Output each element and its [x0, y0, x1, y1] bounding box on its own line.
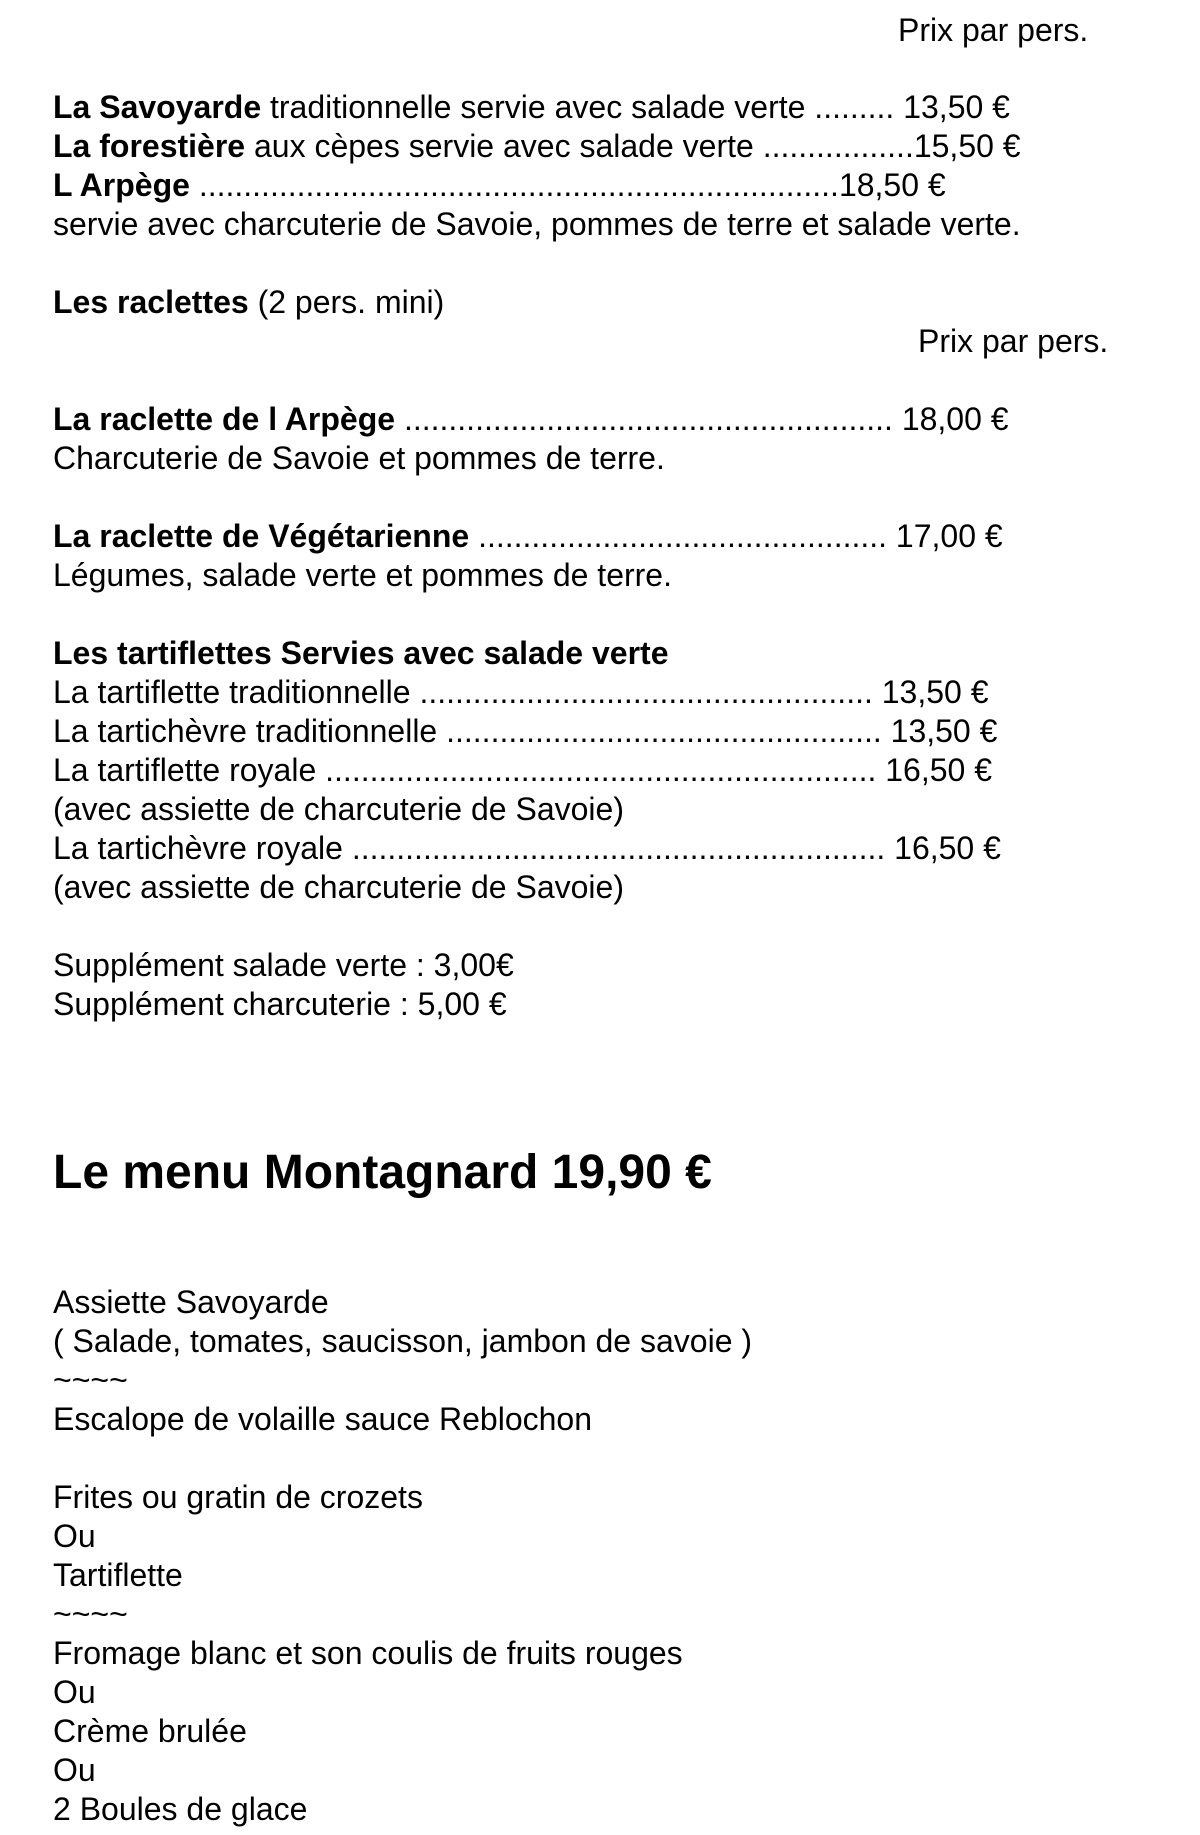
supplement-salade: Supplément salade verte : 3,00€	[53, 947, 514, 983]
item-name: La tartichèvre royale	[53, 830, 343, 866]
menu-line: ( Salade, tomates, saucisson, jambon de savoie )	[53, 1323, 753, 1359]
item-description: Légumes, salade verte et pommes de terre.	[53, 557, 672, 593]
menu-item-arpege	[53, 166, 946, 205]
supplement-charcuterie: Supplément charcuterie : 5,00 €	[53, 986, 507, 1022]
item-price: 18,00 €	[892, 401, 1009, 437]
dot-leader: .......................................................	[395, 401, 893, 437]
menu-item-tartiflette-royale	[53, 751, 992, 790]
menu-line: Crème brulée	[53, 1713, 247, 1749]
dot-leader: .........	[805, 89, 895, 125]
item-price: 13,50 €	[872, 674, 989, 710]
item-desc: aux cèpes servie avec salade verte	[245, 128, 754, 164]
menu-item-raclette-arpege	[53, 400, 1009, 439]
item-name: La raclette de l Arpège	[53, 401, 396, 437]
tartiflettes-heading: Les tartiflettes Servies avec salade verte	[53, 635, 669, 671]
section-heading: Les raclettes	[53, 284, 249, 320]
menu-item-tartiflette-traditionnelle	[53, 673, 989, 712]
item-description: Charcuterie de Savoie et pommes de terre.	[53, 440, 665, 476]
dot-leader: ..............................................	[469, 518, 888, 554]
menu-line: Assiette Savoyarde	[53, 1284, 329, 1320]
dot-leader: ............................................................	[342, 830, 886, 866]
menu-item-forestiere	[53, 127, 1021, 166]
item-note: (avec assiette de charcuterie de Savoie)	[53, 869, 624, 905]
dot-leader: ........................................................................	[189, 167, 839, 203]
item-price: 16,50 €	[876, 752, 993, 788]
item-name: La Savoyarde	[53, 89, 262, 125]
item-name: La tartiflette royale	[53, 752, 317, 788]
item-price: 17,00 €	[887, 518, 1003, 554]
menu-item-savoyarde	[53, 88, 1010, 127]
menu-item-raclette-vegetarienne	[53, 517, 1003, 556]
menu-line: 2 Boules de glace	[53, 1791, 308, 1827]
item-price: 13,50 €	[894, 89, 1010, 125]
menu-line: Ou	[53, 1518, 96, 1554]
menu-separator: ~~~~	[53, 1596, 128, 1632]
item-desc: traditionnelle servie avec salade verte	[261, 89, 806, 125]
price-per-person-label-raclettes: Prix par pers.	[918, 323, 1109, 359]
dot-leader: .................	[753, 128, 914, 164]
menu-line: Fromage blanc et son coulis de fruits rouges	[53, 1635, 683, 1671]
menu-line: Tartiflette	[53, 1557, 183, 1593]
menu-line: Escalope de volaille sauce Reblochon	[53, 1401, 593, 1437]
item-name: La raclette de Végétarienne	[53, 518, 470, 554]
menu-item-tartichevre-traditionnelle	[53, 712, 997, 751]
menu-title: Le menu Montagnard 19,90 €	[53, 1146, 712, 1199]
menu-separator: ~~~~	[53, 1362, 128, 1398]
item-price: 13,50 €	[881, 713, 998, 749]
item-name: La tartichèvre traditionnelle	[53, 713, 438, 749]
dot-leader: ...................................................	[410, 674, 873, 710]
menu-item-tartichevre-royale	[53, 829, 1001, 868]
dot-leader: .................................................	[437, 713, 882, 749]
price-per-person-label: Prix par pers.	[898, 12, 1089, 48]
item-price: 15,50 €	[913, 128, 1021, 164]
menu-line: Ou	[53, 1752, 96, 1788]
item-price: 16,50 €	[885, 830, 1001, 866]
dot-leader: ..............................................................	[316, 752, 877, 788]
item-note: (avec assiette de charcuterie de Savoie)	[53, 791, 624, 827]
raclettes-heading	[53, 283, 444, 322]
menu-line: Frites ou gratin de crozets	[53, 1479, 423, 1515]
item-price: 18,50 €	[838, 167, 946, 203]
item-name: La forestière	[53, 128, 246, 164]
fondue-note: servie avec charcuterie de Savoie, pommes de terre et salade verte.	[53, 206, 1021, 242]
item-name: L Arpège	[53, 167, 190, 203]
item-name: La tartiflette traditionnelle	[53, 674, 411, 710]
section-heading-suffix: (2 pers. mini)	[248, 284, 445, 320]
menu-line: Ou	[53, 1674, 96, 1710]
